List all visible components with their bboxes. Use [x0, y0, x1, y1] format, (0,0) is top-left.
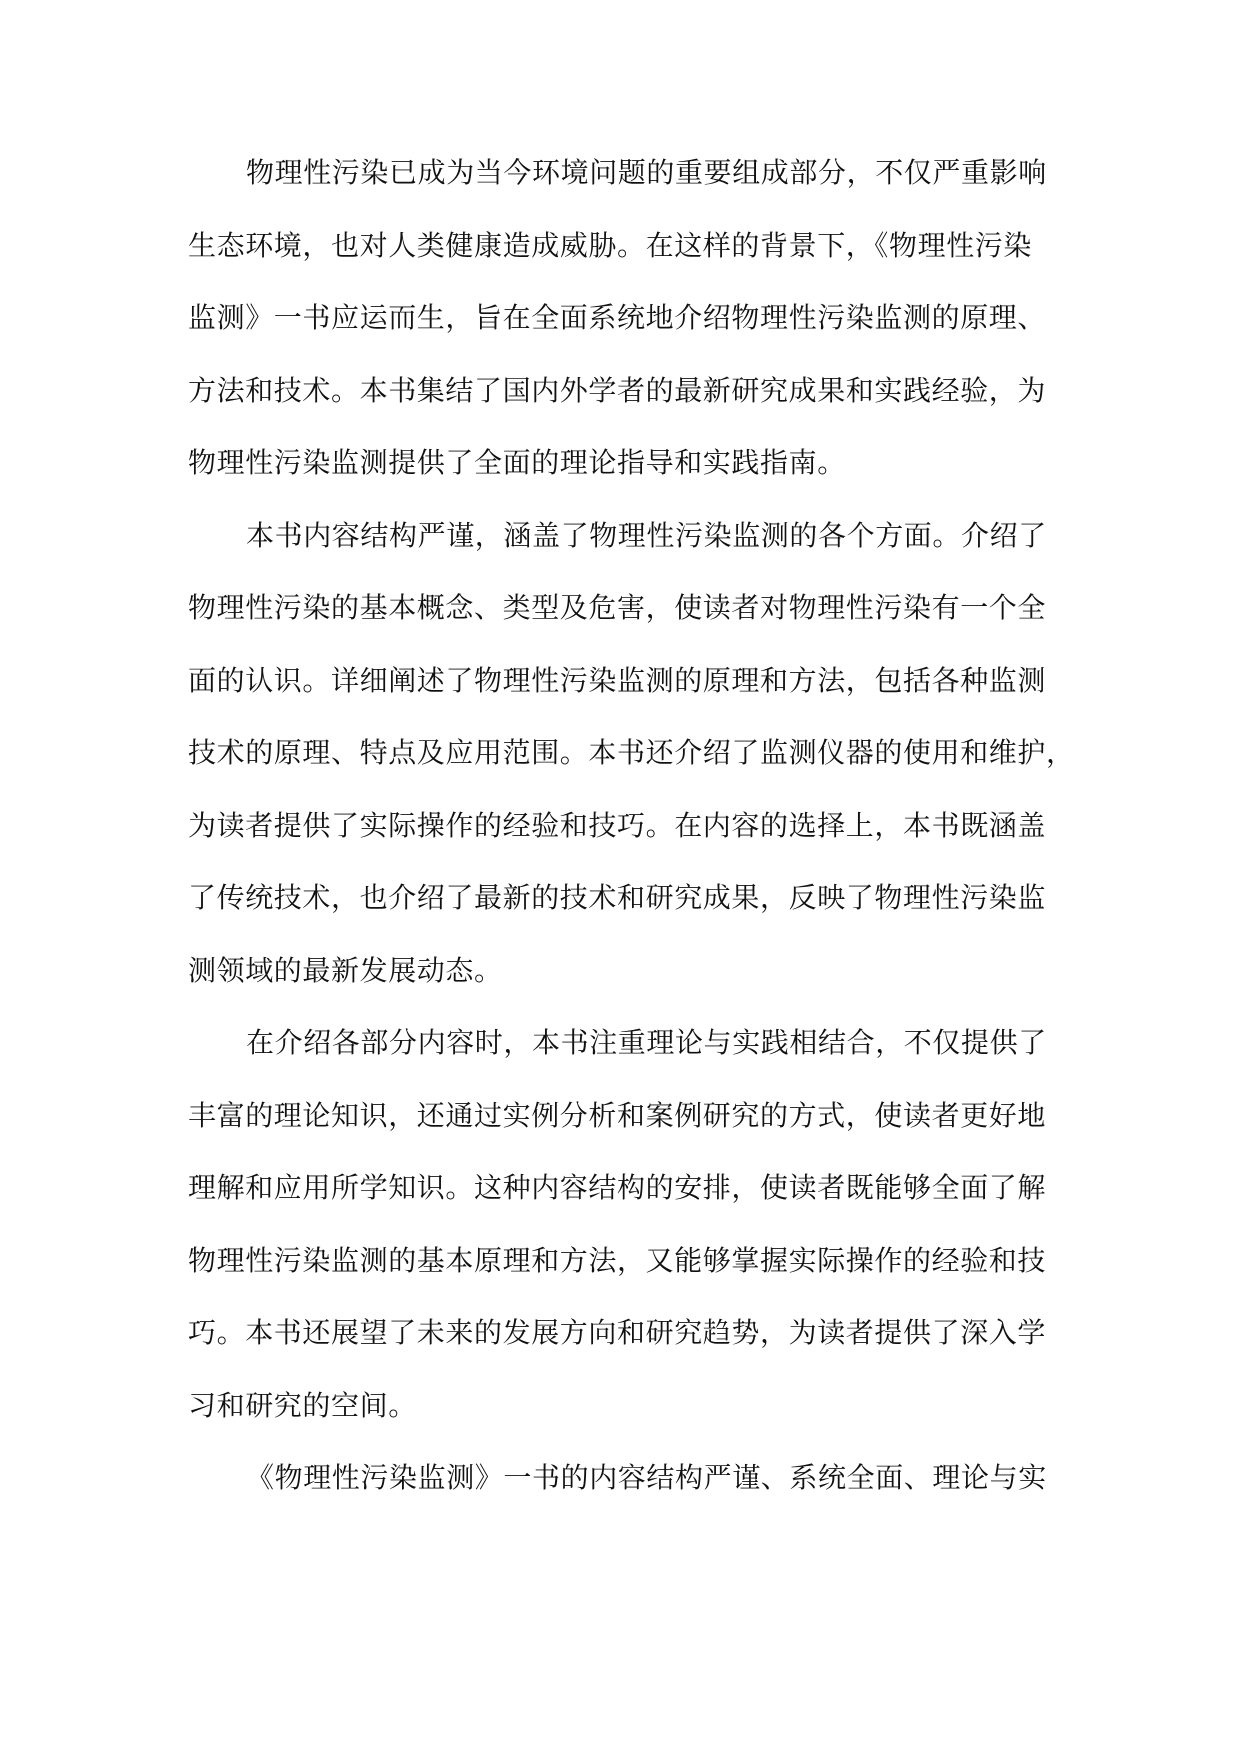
paragraph-line: 物理性污染已成为当今环境问题的重要组成部分，不仅严重影响	[246, 156, 1047, 189]
paragraph	[188, 500, 1075, 1008]
paragraph	[188, 1442, 1050, 1515]
paragraph-line: 物理性污染的基本概念、类型及危害，使读者对物理性污染有一个全	[188, 591, 1047, 624]
paragraph-line: 测领域的最新发展动态。	[188, 953, 503, 987]
paragraph-line: 在介绍各部分内容时，本书注重理论与实践相结合，不仅提供了	[246, 1026, 1047, 1059]
paragraph-line: 理解和应用所学知识。这种内容结构的安排，使读者既能够全面了解	[188, 1171, 1047, 1204]
paragraph-line: 丰富的理论知识，还通过实例分析和案例研究的方式，使读者更好地	[188, 1098, 1047, 1132]
paragraph-line: 《物理性污染监测》一书的内容结构严谨、系统全面、理论与实	[246, 1461, 1047, 1494]
paragraph-line: 了传统技术，也介绍了最新的技术和研究成果，反映了物理性污染监	[188, 881, 1047, 914]
paragraph-line: 技术的原理、特点及应用范围。本书还介绍了监测仪器的使用和维护，	[188, 736, 1075, 769]
paragraph-line: 物理性污染监测的基本原理和方法，又能够掌握实际操作的经验和技	[188, 1243, 1047, 1277]
paragraph-line: 方法和技术。本书集结了国内外学者的最新研究成果和实践经验，为	[188, 373, 1047, 407]
paragraph-line: 监测》一书应运而生，旨在全面系统地介绍物理性污染监测的原理、	[188, 301, 1047, 334]
paragraph-line: 物理性污染监测提供了全面的理论指导和实践指南。	[188, 446, 846, 479]
paragraph-line: 为读者提供了实际操作的经验和技巧。在内容的选择上，本书既涵盖	[188, 808, 1047, 842]
paragraph	[188, 137, 1050, 500]
paragraph-line: 面的认识。详细阐述了物理性污染监测的原理和方法，包括各种监测	[188, 663, 1047, 697]
paragraph-line: 习和研究的空间。	[188, 1388, 417, 1422]
paragraph-line: 巧。本书还展望了未来的发展方向和研究趋势，为读者提供了深入学	[188, 1316, 1047, 1349]
paragraph-line: 生态环境，也对人类健康造成威胁。在这样的背景下，《物理性污染	[188, 228, 1033, 262]
paragraph	[188, 1007, 1050, 1442]
document-body	[188, 137, 1075, 1515]
paragraph-line: 本书内容结构严谨，涵盖了物理性污染监测的各个方面。介绍了	[246, 518, 1047, 552]
